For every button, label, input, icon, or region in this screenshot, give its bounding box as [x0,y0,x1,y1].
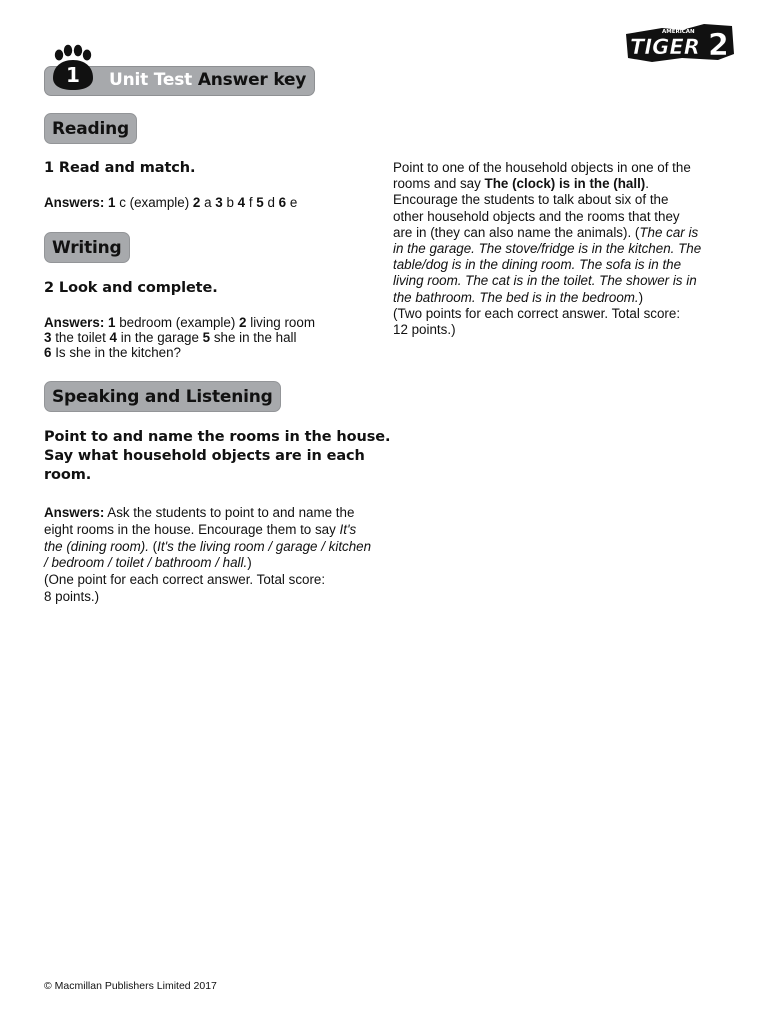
logo-number: 2 [708,28,729,63]
section-speaking-listening: Speaking and Listening [44,381,281,412]
speaking-question: Point to and name the rooms in the house. Say what household objects are in each room. [44,429,391,483]
copyright-footer: © Macmillan Publishers Limited 2017 [44,980,217,992]
logo-main-text: TIGER [630,35,700,59]
section-reading: Reading [44,113,137,144]
reading-answers: Answers: 1 c (example) 2 a 3 b 4 f 5 d 6 e [44,195,298,210]
right-column-text: Point to one of the household objects in one of the rooms and say The (clock) is in the (hall). Encourage the students to talk about six of the other household objects and the rooms that they are in (they can also name the animals). (The car is in the garage. The stove/fridge is in the kitchen. The table/dog is in the dining room. The sofa is in the living room. The cat is in the toilet. The shower is in the bathroom. The bed is in the bedroom.) (Two points for each correct answer. Total score: 12 points.) [393,160,702,338]
logo-small-text: AMERICAN [662,29,695,35]
title-unit-test: Unit Test [109,70,193,90]
section-writing: Writing [44,232,130,263]
title-answer-key: Answer key [197,70,307,90]
paw-icon [47,44,99,96]
speaking-answers: Answers: Ask the students to point to and name the eight rooms in the house. Encourage them to say It's the (dining room). (It's the living room / garage / kitchen / bedroom / toilet / bathroom / hall.) (One point for each correct answer. Total score: 8 points.) [44,505,372,604]
reading-question: 1 Read and match. [44,160,196,176]
page-title [109,70,306,90]
answers-label: Answers: [44,195,105,210]
writing-answers: Answers: 1 bedroom (example) 2 living room 3 the toilet 4 in the garage 5 she in the hall 6 Is she in the kitchen? [44,315,315,360]
unit-number: 1 [66,63,80,87]
tiger-logo [622,20,736,64]
writing-question: 2 Look and complete. [44,280,218,296]
